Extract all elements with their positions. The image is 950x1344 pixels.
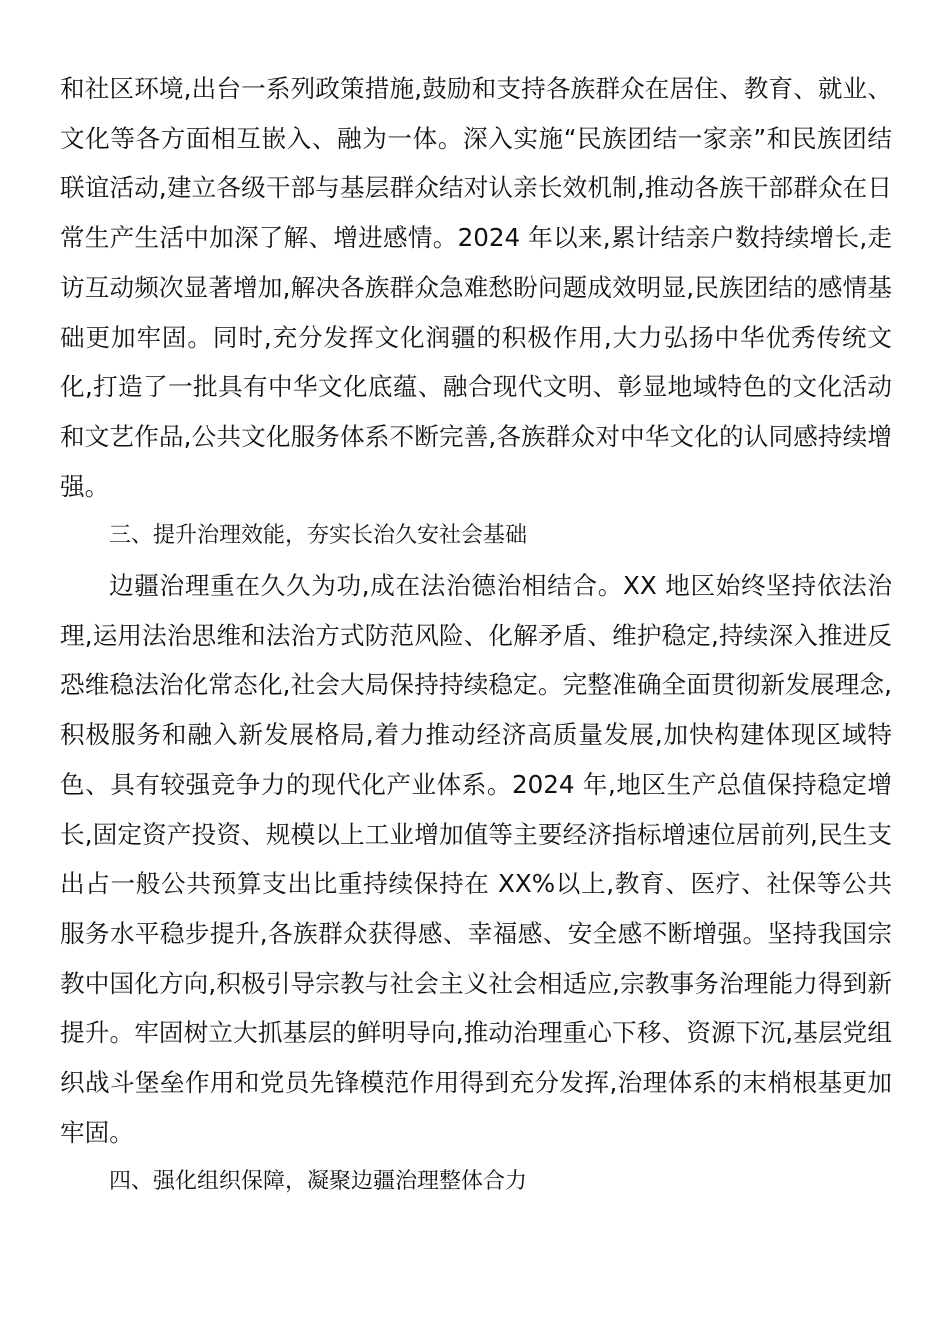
paragraph-continued: 和社区环境,出台一系列政策措施,鼓励和支持各族群众在居住、教育、就业、文化等各方面相互嵌入、融为一体。深入实施“民族团结一家亲”和民族团结联谊活动,建立各级干部与基层群众结对认亲长效机制,推动各族干部群众在日常生产生活中加深了解、增进感情。2024 年以来,累计结亲户数持续增长,走访互动频次显著增加,解决各族群众急难愁盼问题成效明显,民族团结的感情基础更加牢固。同时,充分发挥文化润疆的积极作用,大力弘扬中华优秀传统文化,打造了一批具有中华文化底蕴、融合现代文明、彰显地域特色的文化活动和文艺作品,公共文化服务体系不断完善,各族群众对中华文化的认同感持续增强。 — [60, 74, 892, 501]
paragraph-section-3: 边疆治理重在久久为功,成在法治德治相结合。XX 地区始终坚持依法治理,运用法治思维和法治方式防范风险、化解矛盾、维护稳定,持续深入推进反恐维稳法治化常态化,社会大局保持持续稳定。完整准确全面贯彻新发展理念,积极服务和融入新发展格局,着力推动经济高质量发展,加快构建体现区域特色、具有较强竞争力的现代化产业体系。2024 年,地区生产总值保持稳定增长,固定资产投资、规模以上工业增加值等主要经济指标增速位居前列,民生支出占一般公共预算支出比重持续保持在 XX%以上,教育、医疗、社保等公共服务水平稳步提升,各族群众获得感、幸福感、安全感不断增强。坚持我国宗教中国化方向,积极引导宗教与社会主义社会相适应,宗教事务治理能力得到新提升。牢固树立大抓基层的鲜明导向,推动治理重心下移、资源下沉,基层党组织战斗堡垒作用和党员先锋模范作用得到充分发挥,治理体系的末梢根基更加牢固。 — [60, 571, 892, 1147]
section-heading-3: 三、提升治理效能，夯实长治久安社会基础 — [109, 523, 528, 549]
section-heading-4: 四、强化组织保障，凝聚边疆治理整体合力 — [109, 1169, 528, 1195]
document-body — [60, 64, 892, 1207]
